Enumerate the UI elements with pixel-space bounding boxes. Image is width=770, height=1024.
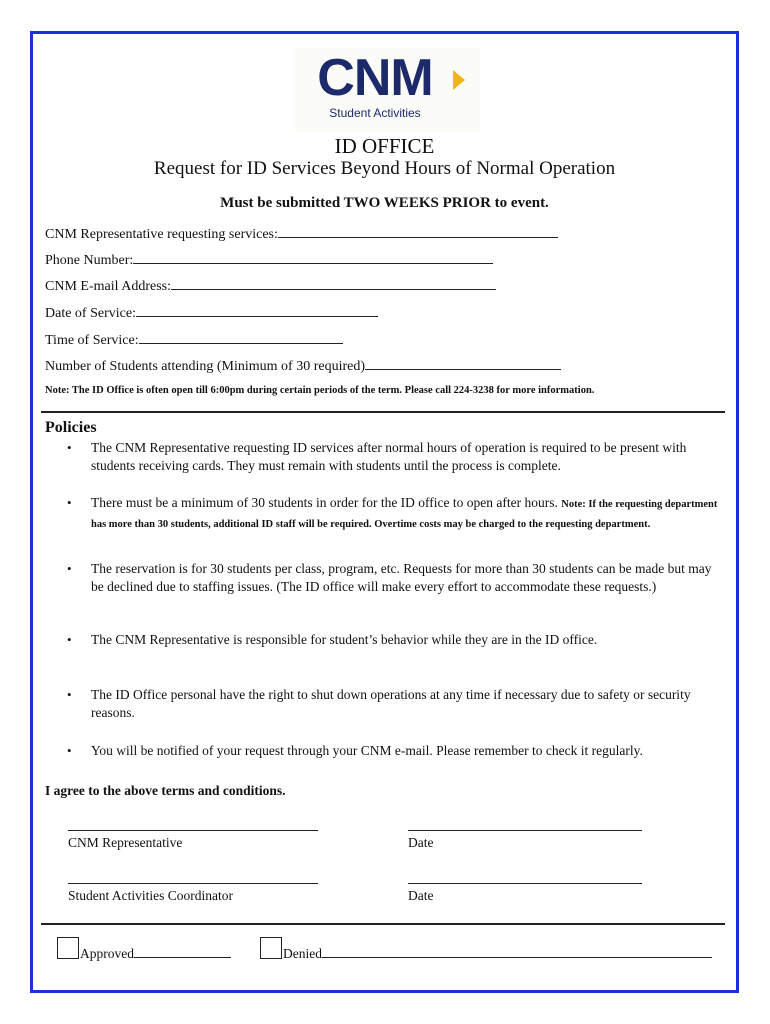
students-input[interactable] — [365, 356, 561, 370]
agreement-statement: I agree to the above terms and conditions. — [45, 783, 286, 798]
field-phone — [45, 250, 493, 269]
policy-text: The ID Office personal have the right to shut down operations at any time if necessary due to safety or security reasons. — [91, 687, 691, 720]
phone-input[interactable] — [133, 250, 493, 264]
field-students — [45, 356, 561, 375]
coordinator-signature-line[interactable] — [68, 883, 318, 884]
field-time — [45, 330, 343, 349]
policy-item — [91, 560, 721, 596]
denied-label: Denied — [283, 946, 322, 961]
bullet-icon: • — [67, 561, 72, 576]
approved-checkbox[interactable] — [57, 937, 79, 959]
policy-text: The CNM Representative is responsible for student’s behavior while they are in the ID office. — [91, 632, 598, 647]
bullet-icon: • — [67, 687, 72, 702]
policy-item — [91, 631, 721, 649]
policy-text: There must be a minimum of 30 students in order for the ID office to open after hours. — [91, 495, 562, 510]
cnm-logo — [295, 48, 480, 132]
hours-note: Note: The ID Office is often open till 6:00pm during certain periods of the term. Please call 224-3238 for more information. — [45, 385, 595, 396]
field-label: Time of Service: — [45, 333, 139, 348]
chevron-right-icon — [453, 70, 465, 90]
divider — [41, 411, 725, 413]
policy-item — [91, 742, 721, 760]
field-label: CNM E-mail Address: — [45, 279, 171, 294]
policy-item — [91, 494, 721, 534]
divider — [41, 923, 725, 925]
rep-signature-label: CNM Representative — [68, 835, 183, 850]
policy-text: You will be notified of your request through your CNM e-mail. Please remember to check it regularly. — [91, 743, 643, 758]
coordinator-date-line[interactable] — [408, 883, 642, 884]
denied-checkbox[interactable] — [260, 937, 282, 959]
coordinator-signature-label: Student Activities Coordinator — [68, 888, 233, 903]
coordinator-date-label: Date — [408, 888, 434, 903]
approved-label: Approved — [80, 946, 134, 961]
logo-wordmark: CNM — [317, 49, 433, 107]
bullet-icon: • — [67, 440, 72, 455]
time-input[interactable] — [139, 330, 343, 344]
denied-line[interactable] — [322, 944, 712, 958]
field-label: Date of Service: — [45, 306, 136, 321]
approved-field — [80, 944, 231, 962]
rep-date-label: Date — [408, 835, 434, 850]
policy-item — [91, 686, 721, 722]
bullet-icon: • — [67, 495, 72, 510]
form-page — [30, 31, 739, 993]
email-input[interactable] — [171, 276, 496, 290]
field-date — [45, 303, 378, 322]
policy-text: The CNM Representative requesting ID services after normal hours of operation is required to be present with students receiving cards. They must remain with students until the process is complete. — [91, 440, 687, 473]
policy-note: Note: If the requesting department has more than 30 students, additional ID staff will be required. Overtime costs may be charged to the requesting department. — [91, 499, 718, 530]
logo-subtitle: Student Activities — [329, 106, 421, 120]
deadline-notice: Must be submitted TWO WEEKS PRIOR to event. — [220, 195, 549, 211]
field-representative — [45, 224, 558, 243]
page-title: ID OFFICE — [334, 134, 435, 158]
bullet-icon: • — [67, 743, 72, 758]
rep-date-line[interactable] — [408, 830, 642, 831]
field-label: CNM Representative requesting services: — [45, 227, 278, 242]
policies-heading: Policies — [45, 419, 97, 436]
bullet-icon: • — [67, 632, 72, 647]
denied-field — [283, 944, 712, 962]
field-email — [45, 276, 496, 295]
representative-input[interactable] — [278, 224, 558, 238]
approved-line[interactable] — [134, 944, 231, 958]
policy-text: The reservation is for 30 students per class, program, etc. Requests for more than 30 students can be made but may be declined due to staffing issues. (The ID office will make every effort to accommodate these requests.) — [91, 561, 712, 594]
field-label: Number of Students attending (Minimum of 30 required) — [45, 359, 365, 374]
field-label: Phone Number: — [45, 253, 134, 268]
date-input[interactable] — [136, 303, 378, 317]
rep-signature-line[interactable] — [68, 830, 318, 831]
policy-item — [91, 439, 721, 475]
page-subtitle: Request for ID Services Beyond Hours of Normal Operation — [153, 158, 616, 179]
